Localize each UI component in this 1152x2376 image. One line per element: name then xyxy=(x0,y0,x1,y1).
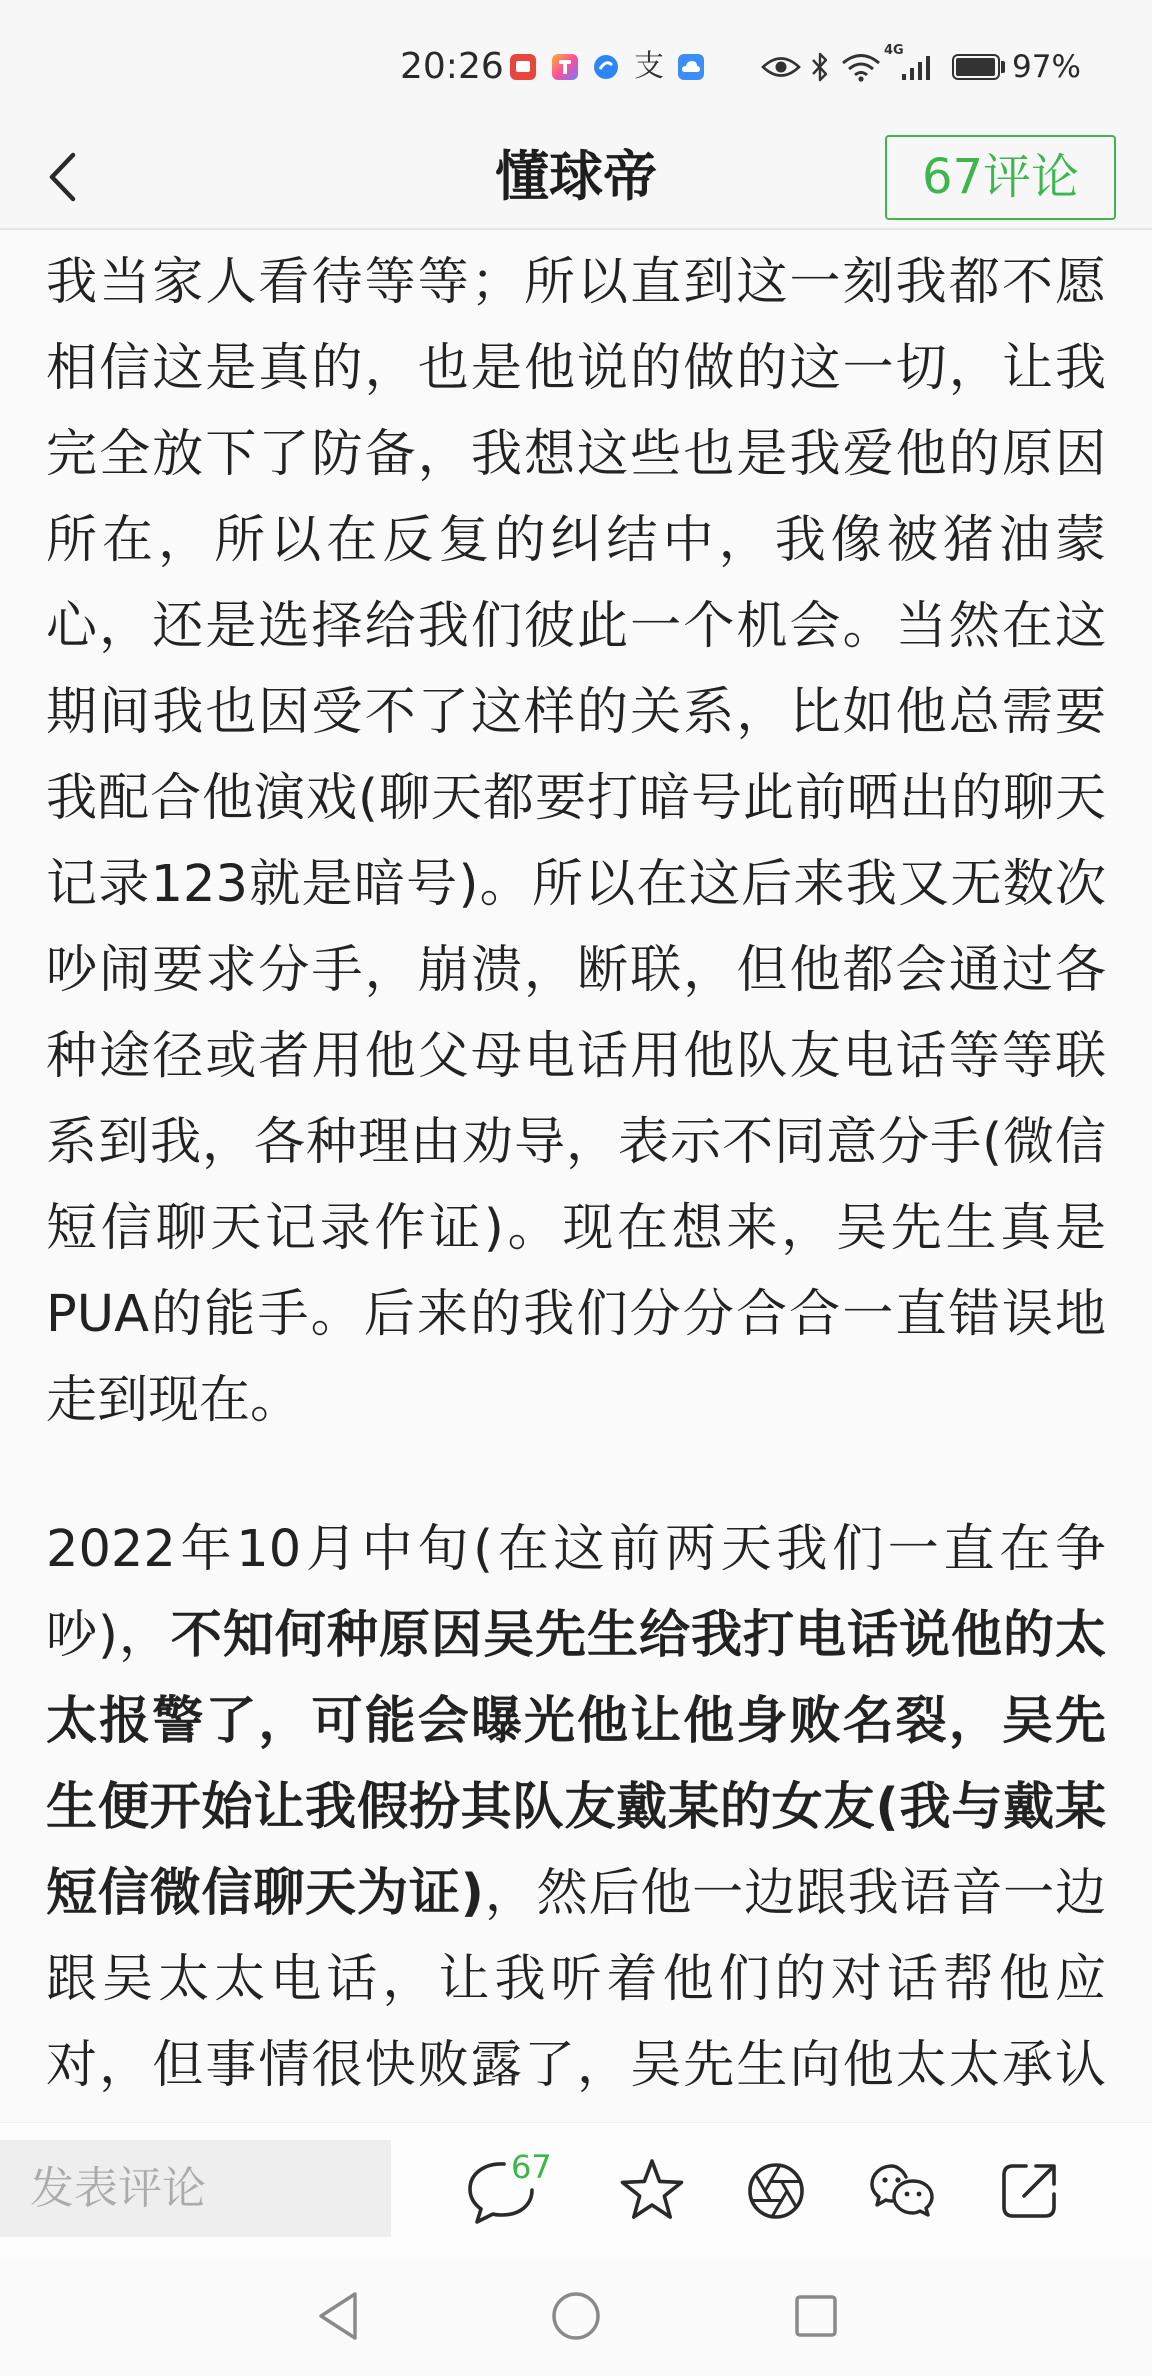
blue-app-icon xyxy=(592,53,620,81)
alipay-icon: 支 xyxy=(634,49,664,84)
article-line: 种途径或者用他父母电话用他队友电话等等联 xyxy=(46,1027,1106,1086)
article-line xyxy=(46,1507,1106,1593)
wifi-icon xyxy=(840,52,882,82)
back-triangle-icon xyxy=(315,2290,361,2342)
red-app-icon xyxy=(509,53,537,81)
article-line: 短信聊天记录作证)。现在想来，吴先生真是 xyxy=(46,1199,1106,1258)
article-text-segment: 对，但事情很快败露了，吴先生向他太太承认 xyxy=(46,2036,1106,2095)
article-line: 完全放下了防备，我想这些也是我爱他的原因 xyxy=(46,425,1106,484)
article-line xyxy=(46,1937,1106,2023)
bluetooth-icon xyxy=(810,51,830,83)
paragraph xyxy=(46,240,1106,1444)
battery-percentage: 97% xyxy=(1012,49,1081,85)
recents-square-icon xyxy=(794,2294,838,2338)
cloud-drive-icon xyxy=(677,53,705,81)
emphasized-text: 生便开始让我假扮其队友戴某的女友(我与戴某 xyxy=(46,1778,1106,1837)
article-line: 相信这是真的，也是他说的做的这一切，让我 xyxy=(46,339,1106,398)
article-line: 记录123就是暗号)。所以在这后来我又无数次 xyxy=(46,855,1106,914)
article-line xyxy=(46,1679,1106,1765)
status-bar xyxy=(0,0,1152,126)
share-moments-button[interactable] xyxy=(746,2161,806,2221)
article-line: PUA的能手。后来的我们分分合合一直错误地 xyxy=(46,1285,1106,1344)
article-line: 吵闹要求分手，崩溃，断联，但他都会通过各 xyxy=(46,941,1106,1000)
eye-icon xyxy=(761,54,801,80)
home-circle-icon xyxy=(551,2291,601,2341)
emphasized-text: 短信微信聊天为证) xyxy=(46,1864,484,1923)
article-line xyxy=(46,1593,1106,1679)
star-icon xyxy=(617,2156,687,2226)
article-text-segment: 2022年10月中旬(在这前两天我们一直在争 xyxy=(46,1520,1106,1579)
article-text-segment: 跟吴太太电话，让我听着他们的对话帮他应 xyxy=(46,1950,1106,2009)
status-time: 20:26 xyxy=(400,46,504,87)
nav-back-button[interactable] xyxy=(315,2290,361,2342)
article-line: 期间我也因受不了这样的关系，比如他总需要 xyxy=(46,683,1106,742)
paragraph xyxy=(46,1507,1106,2109)
article-line xyxy=(46,2023,1106,2109)
colorful-app-icon xyxy=(551,53,579,81)
favorite-button[interactable] xyxy=(617,2156,687,2226)
share-icon xyxy=(996,2158,1062,2224)
battery-icon xyxy=(952,54,1000,80)
comments-count-button[interactable]: 67评论 xyxy=(885,135,1116,220)
nav-home-button[interactable] xyxy=(551,2291,601,2341)
battery-level-fill xyxy=(956,58,995,76)
battery-nub xyxy=(1001,61,1005,73)
nav-recents-button[interactable] xyxy=(794,2294,838,2338)
article-line: 所在，所以在反复的纠结中，我像被猪油蒙 xyxy=(46,511,1106,570)
emphasized-text: 太报警了，可能会曝光他让他身败名裂，吴先 xyxy=(46,1692,1106,1751)
article-body xyxy=(0,230,1152,2122)
comment-count-badge: 67 xyxy=(511,2148,552,2186)
article-line: 心，还是选择给我们彼此一个机会。当然在这 xyxy=(46,597,1106,656)
wechat-icon xyxy=(868,2161,938,2221)
page-title: 懂球帝 xyxy=(495,145,657,208)
moments-icon xyxy=(746,2161,806,2221)
share-wechat-button[interactable] xyxy=(868,2161,938,2221)
article-line: 走到现在。 xyxy=(46,1371,302,1430)
bottom-action-bar xyxy=(0,2122,1152,2258)
emphasized-text: 不知何种原因吴先生给我打电话说他的太 xyxy=(170,1606,1106,1665)
article-line: 我配合他演戏(聊天都要打暗号此前晒出的聊天 xyxy=(46,769,1106,828)
article-text-segment: 吵)， xyxy=(46,1606,171,1665)
signal-icon xyxy=(900,52,938,82)
article-line xyxy=(46,1765,1106,1851)
network-type-label: 4G xyxy=(884,43,904,58)
article-line: 我当家人看待等等；所以直到这一刻我都不愿 xyxy=(46,253,1106,312)
article-line: 系到我，各种理由劝导，表示不同意分手(微信 xyxy=(46,1113,1106,1172)
article-text-segment: ，然后他一边跟我语音一边 xyxy=(483,1864,1106,1923)
comment-input[interactable] xyxy=(0,2140,391,2237)
header xyxy=(0,126,1152,230)
system-nav-bar xyxy=(0,2258,1152,2376)
article-line xyxy=(46,1851,1106,1937)
comment-input-placeholder: 发表评论 xyxy=(30,2163,206,2214)
share-button[interactable] xyxy=(996,2158,1062,2224)
